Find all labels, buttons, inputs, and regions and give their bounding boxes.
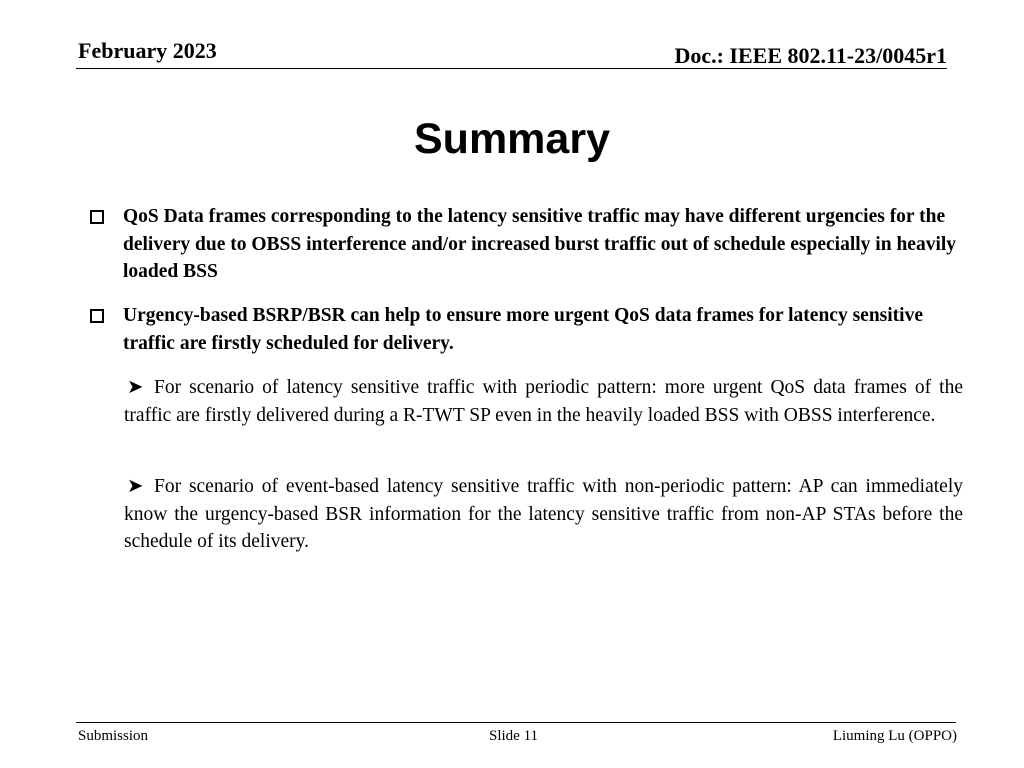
slide-title: Summary bbox=[414, 115, 610, 163]
header-date: February 2023 bbox=[78, 38, 217, 63]
sub-bullet-item-1 bbox=[124, 374, 963, 429]
footer-submission: Submission bbox=[78, 728, 149, 744]
footer-author: Liuming Lu (OPPO) bbox=[832, 728, 957, 744]
bullet-text-1: QoS Data frames corresponding to the latency sensitive traffic may have different urgencies for the delivery due to OBSS interference and/or increased burst traffic out of schedule especially in heavily loaded BSS bbox=[123, 206, 957, 282]
arrow-bullet-icon: ➤ bbox=[127, 476, 144, 497]
bullet-item-2 bbox=[88, 302, 968, 357]
sub-bullet-item-2 bbox=[124, 473, 963, 556]
bullet-text-2: Urgency-based BSRP/BSR can help to ensure more urgent QoS data frames for latency sensitive traffic are firstly scheduled for delivery. bbox=[123, 305, 923, 354]
bullet-item-1 bbox=[88, 203, 968, 286]
square-bullet-icon bbox=[90, 210, 104, 224]
footer-divider bbox=[76, 722, 956, 723]
footer-slide-number: Slide 11 bbox=[489, 728, 539, 744]
sub-bullet-text-2: For scenario of event-based latency sensitive traffic with non-periodic pattern: AP can immediately know the urgency-based BSR information for the latency sensitive traffic from non-AP STAs before the schedule of its delivery. bbox=[124, 476, 963, 552]
arrow-bullet-icon: ➤ bbox=[127, 377, 144, 398]
header-doc-id: Doc.: IEEE 802.11-23/0045r1 bbox=[674, 43, 947, 68]
sub-bullet-text-1: For scenario of latency sensitive traffic with periodic pattern: more urgent QoS data frames of the traffic are firstly delivered during a R-TWT SP even in the heavily loaded BSS with OBSS interference. bbox=[124, 377, 963, 426]
header-divider bbox=[76, 68, 947, 69]
square-bullet-icon bbox=[90, 309, 104, 323]
